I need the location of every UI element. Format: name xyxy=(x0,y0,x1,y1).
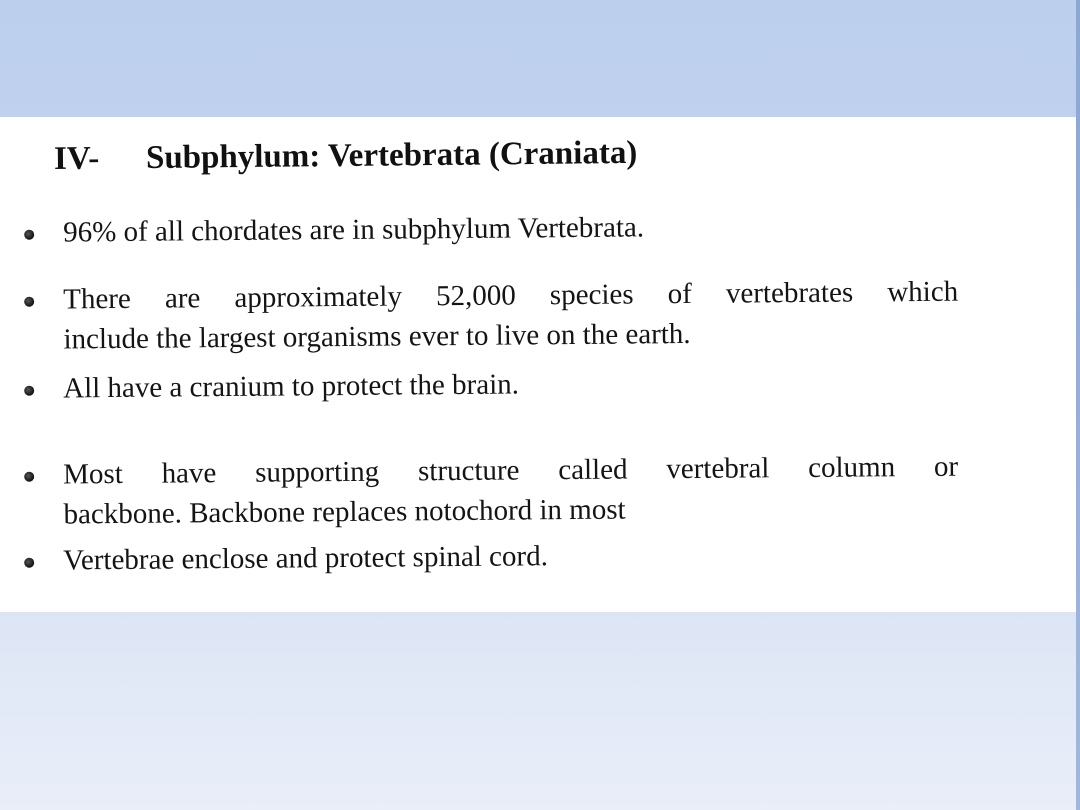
bullet-line: Vertebrae enclose and protect spinal cord. xyxy=(63,540,549,577)
bullet-line: include the largest organisms ever to live on the earth. xyxy=(63,317,691,356)
bullet-item-3 xyxy=(0,360,1000,405)
bullet-text xyxy=(63,447,959,535)
bullet-item-2 xyxy=(0,271,1000,356)
bullet-item-4 xyxy=(0,446,1000,531)
bullet-dot-icon xyxy=(24,297,34,307)
bullet-text xyxy=(63,533,958,581)
bullet-line: All have a cranium to protect the brain. xyxy=(63,368,520,405)
bullet-text xyxy=(63,205,958,253)
slide-content-panel xyxy=(0,117,1076,612)
bullet-line: Most have supporting structure called vertebral column or xyxy=(63,450,959,491)
heading-title: Subphylum: Vertebrata (Craniata) xyxy=(145,134,638,177)
bullet-line: backbone. Backbone replaces notochord in most xyxy=(63,493,626,531)
bullet-dot-icon xyxy=(24,230,34,240)
bullet-text xyxy=(63,272,959,360)
bullet-line: 96% of all chordates are in subphylum Vertebrata. xyxy=(63,211,645,249)
bullet-dot-icon xyxy=(24,386,34,396)
heading-number: IV- xyxy=(53,140,100,177)
bullet-text xyxy=(63,361,958,409)
bullet-line: There are approximately 52,000 species of vertebrates which xyxy=(63,275,959,316)
slide-right-edge xyxy=(1076,0,1080,810)
slide-heading xyxy=(54,135,638,178)
bullet-item-1 xyxy=(0,204,1000,249)
bullet-dot-icon xyxy=(24,472,34,482)
bullet-dot-icon xyxy=(24,558,34,568)
